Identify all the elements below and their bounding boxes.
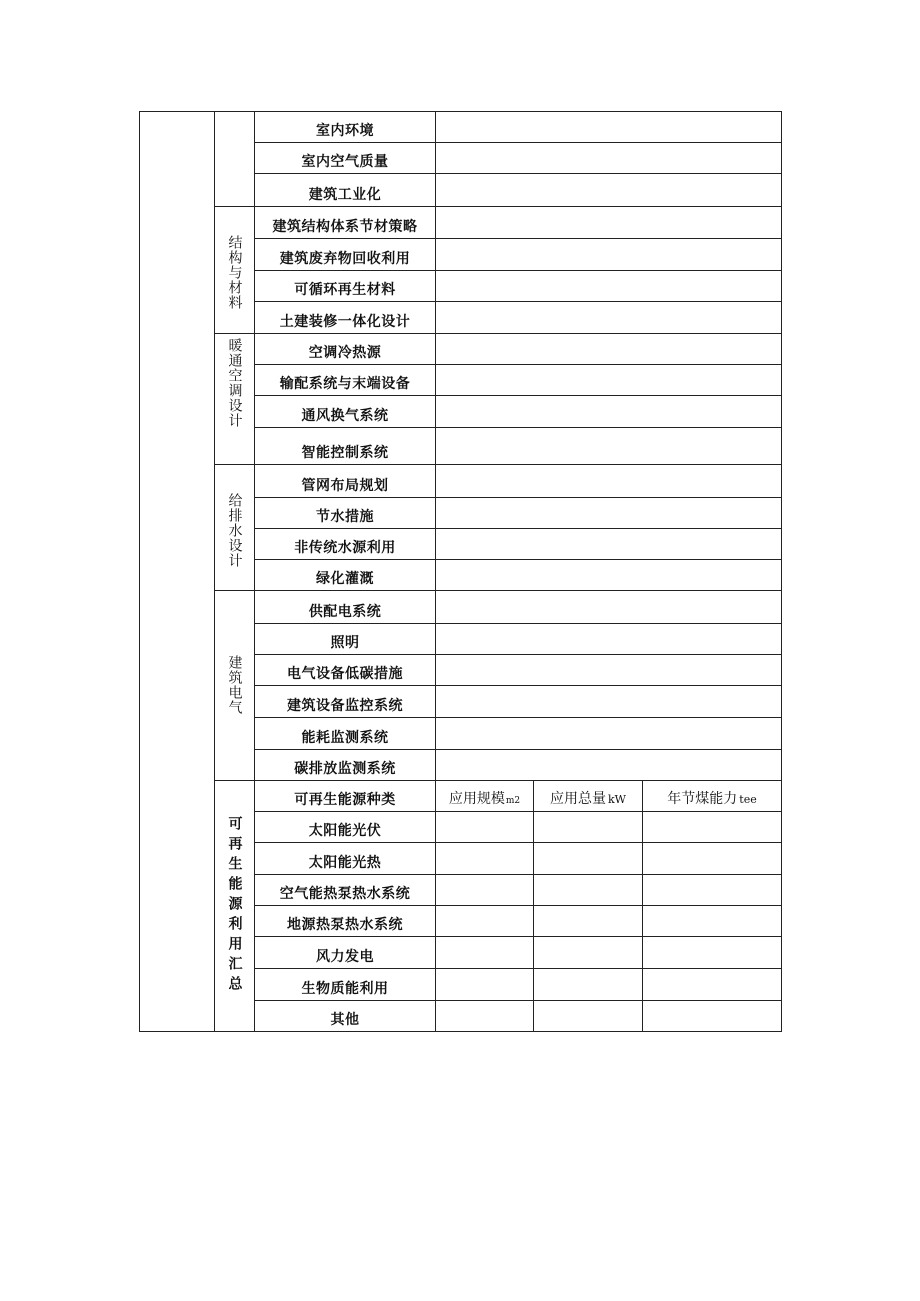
saving-input-cell[interactable] [643, 875, 782, 906]
saving-input-cell[interactable] [643, 906, 782, 937]
item-label: 室内空气质量 [255, 143, 436, 174]
input-cell[interactable] [436, 428, 782, 465]
item-label: 供配电系统 [255, 590, 436, 623]
total-input-cell[interactable] [534, 906, 643, 937]
total-input-cell[interactable] [534, 937, 643, 969]
item-label: 可循环再生材料 [255, 270, 436, 301]
scale-input-cell[interactable] [436, 969, 534, 1000]
category-label-structure: 结构与材料 [226, 235, 243, 311]
saving-input-cell[interactable] [643, 937, 782, 969]
item-label: 节水措施 [255, 497, 436, 528]
total-input-cell[interactable] [534, 811, 643, 842]
item-label: 建筑工业化 [255, 174, 436, 207]
scale-input-cell[interactable] [436, 811, 534, 842]
category-label-water: 给排水设计 [226, 493, 243, 569]
total-input-cell[interactable] [534, 1000, 643, 1031]
total-input-cell[interactable] [534, 875, 643, 906]
renewable-type-header: 可再生能源种类 [255, 780, 436, 811]
table-row [140, 590, 782, 623]
scale-header [436, 780, 534, 811]
item-label: 室内环境 [255, 112, 436, 143]
scale-input-cell[interactable] [436, 875, 534, 906]
item-label: 太阳能光伏 [255, 811, 436, 842]
item-label: 风力发电 [255, 937, 436, 969]
scale-input-cell[interactable] [436, 1000, 534, 1031]
table-row [140, 112, 782, 143]
item-label: 地源热泵热水系统 [255, 906, 436, 937]
input-cell[interactable] [436, 238, 782, 270]
saving-input-cell[interactable] [643, 842, 782, 874]
scale-input-cell[interactable] [436, 842, 534, 874]
input-cell[interactable] [436, 207, 782, 238]
category-cell-environment [215, 112, 255, 207]
input-cell[interactable] [436, 718, 782, 749]
input-cell[interactable] [436, 528, 782, 559]
scale-header-label: 应用规模 [448, 790, 505, 807]
item-label: 土建装修一体化设计 [255, 301, 436, 333]
project-form-table [139, 111, 782, 1032]
total-header-label: 应用总量 [550, 790, 606, 807]
saving-input-cell[interactable] [643, 969, 782, 1000]
item-label: 能耗监测系统 [255, 718, 436, 749]
item-label: 建筑结构体系节材策略 [255, 207, 436, 238]
scale-input-cell[interactable] [436, 906, 534, 937]
total-input-cell[interactable] [534, 969, 643, 1000]
item-label: 照明 [255, 624, 436, 655]
category-cell-renewable [215, 780, 255, 1031]
input-cell[interactable] [436, 624, 782, 655]
total-header [534, 780, 643, 811]
input-cell[interactable] [436, 749, 782, 780]
item-label: 建筑废弃物回收利用 [255, 238, 436, 270]
item-label: 绿化灌溉 [255, 559, 436, 590]
category-label-electrical: 建筑电气 [226, 655, 243, 716]
item-label: 智能控制系统 [255, 428, 436, 465]
input-cell[interactable] [436, 143, 782, 174]
scale-unit: m2 [505, 795, 521, 806]
item-label: 太阳能光热 [255, 842, 436, 874]
item-label: 管网布局规划 [255, 465, 436, 497]
input-cell[interactable] [436, 465, 782, 497]
category-cell-water [215, 465, 255, 591]
input-cell[interactable] [436, 365, 782, 396]
saving-input-cell[interactable] [643, 811, 782, 842]
item-label: 碳排放监测系统 [255, 749, 436, 780]
item-label: 生物质能利用 [255, 969, 436, 1000]
item-label: 空调冷热源 [255, 333, 436, 364]
item-label: 空气能热泵热水系统 [255, 875, 436, 906]
saving-header [643, 780, 782, 811]
item-label: 其他 [255, 1000, 436, 1031]
category-cell-structure [215, 207, 255, 334]
table-row [140, 780, 782, 811]
category-cell-hvac [215, 333, 255, 465]
total-unit: kW [608, 792, 626, 806]
category-cell-electrical [215, 590, 255, 780]
input-cell[interactable] [436, 333, 782, 364]
category-label-renewable: 可再生能源利用汇总 [226, 815, 243, 996]
input-cell[interactable] [436, 270, 782, 301]
scale-input-cell[interactable] [436, 937, 534, 969]
input-cell[interactable] [436, 686, 782, 718]
table-row [140, 333, 782, 364]
saving-header-label: 年节煤能力 [667, 790, 738, 807]
category-label-hvac: 暖通空调设计 [226, 337, 243, 428]
item-label: 建筑设备监控系统 [255, 686, 436, 718]
item-label: 通风换气系统 [255, 396, 436, 428]
input-cell[interactable] [436, 174, 782, 207]
table-row [140, 465, 782, 497]
input-cell[interactable] [436, 590, 782, 623]
total-input-cell[interactable] [534, 842, 643, 874]
input-cell[interactable] [436, 497, 782, 528]
input-cell[interactable] [436, 655, 782, 686]
item-label: 非传统水源利用 [255, 528, 436, 559]
table-row [140, 207, 782, 238]
saving-unit: tee [739, 792, 757, 806]
input-cell[interactable] [436, 301, 782, 333]
item-label: 电气设备低碳措施 [255, 655, 436, 686]
item-label: 输配系统与末端设备 [255, 365, 436, 396]
input-cell[interactable] [436, 559, 782, 590]
input-cell[interactable] [436, 112, 782, 143]
saving-input-cell[interactable] [643, 1000, 782, 1031]
input-cell[interactable] [436, 396, 782, 428]
outer-label-cell [140, 112, 215, 1032]
